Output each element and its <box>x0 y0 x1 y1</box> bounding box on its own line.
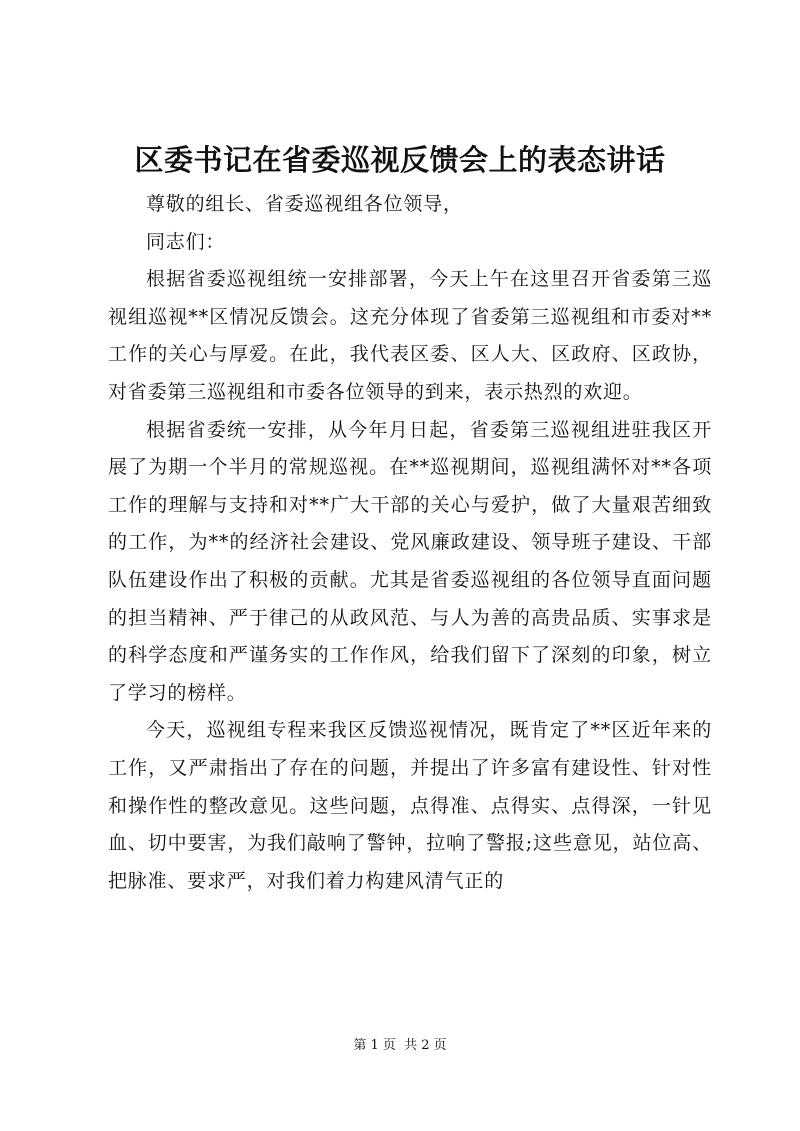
paragraph-salutation: 尊敬的组长、省委巡视组各位领导， <box>146 193 463 215</box>
paragraph-body-1: 根据省委巡视组统一安排部署，今天上午在这里召开省委第三巡视组巡视**区情况反馈会。这充分体现了省委第三巡视组和市委对**工作的关心与厚爱。在此，我代表区委、区人大、区政府、区政协，对省委第三巡视组和市委各位领导的到来，表示热烈的欢迎。 <box>108 268 712 403</box>
paragraph-body-2: 根据省委统一安排，从今年月日起，省委第三巡视组进驻我区开展了为期一个半月的常规巡视。在**巡视期间，巡视组满怀对**各项工作的理解与支持和对**广大干部的关心与爱护，做了大量艰苦细致的工作，为**的经济社会建设、党风廉政建设、领导班子建设、干部队伍建设作出了积极的贡献。尤其是省委巡视组的各位领导直面问题的担当精神、严于律己的从政风范、与人为善的高贵品质、实事求是的科学态度和严谨务实的工作作风，给我们留下了深刻的印象，树立了学习的榜样。 <box>108 418 712 704</box>
document-body <box>108 186 712 900</box>
page-number-current: 第 1 页 <box>353 1038 396 1053</box>
page-number-total: 共 2 页 <box>404 1038 447 1053</box>
paragraph-body-3: 今天，巡视组专程来我区反馈巡视情况，既肯定了**区近年来的工作，又严肃指出了存在的问题，并提出了许多富有建设性、针对性和操作性的整改意见。这些问题，点得准、点得实、点得深，一针见血、切中要害，为我们敲响了警钟，拉响了警报;这些意见，站位高、把脉准、要求严，对我们着力构建风清气正的 <box>108 719 712 892</box>
paragraph-greeting: 同志们： <box>146 230 226 253</box>
page-footer <box>0 1036 800 1056</box>
document-title: 区委书记在省委巡视反馈会上的表态讲话 <box>134 143 666 177</box>
